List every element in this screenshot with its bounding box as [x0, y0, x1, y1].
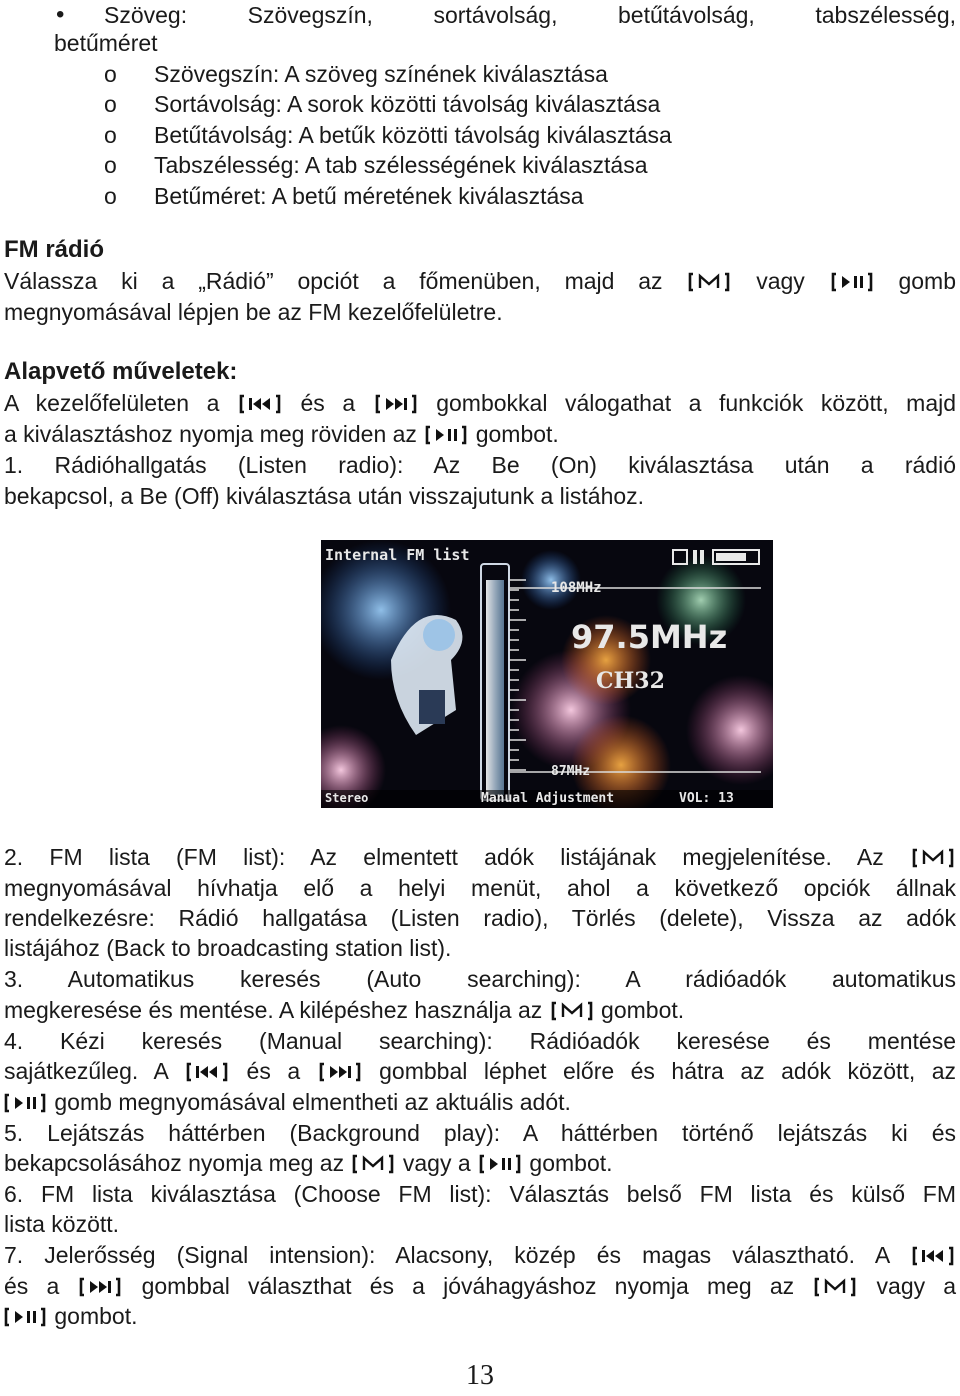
paragraph-text: gombot. [529, 1150, 613, 1176]
paragraph-text: gombokkal válogathat a funkciók között, majd [436, 390, 957, 416]
section-heading-fm-radio: FM rádió [4, 236, 104, 263]
item-4-line-2 [4, 1056, 956, 1086]
paragraph-text: gombot. [475, 421, 559, 447]
play-pause-button-icon [831, 272, 873, 292]
paragraph-text: 2. FM lista (FM list): Az elmentett adók listájának megjelenítése. Az [4, 844, 884, 870]
list-marker: o [104, 61, 117, 87]
screen-channel: CH32 [596, 668, 665, 694]
play-pause-button-icon [425, 425, 467, 445]
fm-radio-screenshot [321, 540, 773, 808]
paragraph-text: vagy [756, 268, 805, 294]
next-button-icon [375, 394, 417, 414]
ops-line [4, 388, 956, 418]
item-4-line-1: 4. Kézi keresés (Manual searching): Rádióadók keresése és mentése [4, 1028, 956, 1054]
paragraph-text: Válassza ki a „Rádió” opciót a főmenüben, majd az [4, 268, 663, 294]
screen-stereo-label: Stereo [325, 791, 369, 805]
m-button-icon [814, 1277, 856, 1297]
m-button-icon [688, 272, 730, 292]
previous-button-icon [912, 1246, 954, 1266]
previous-button-icon [239, 394, 281, 414]
item-7-line-3 [4, 1301, 956, 1331]
screen-frequency: 97.5MHz [571, 618, 728, 656]
screenshot-background [321, 540, 773, 808]
bullet-heading-continuation [54, 28, 956, 58]
next-button-icon [79, 1277, 121, 1297]
item-2-line-1 [4, 842, 956, 872]
list-marker: o [104, 91, 117, 117]
paragraph-text: bekapcsolásához nyomja meg az [4, 1150, 345, 1176]
bullet-heading-line [104, 0, 956, 30]
bullet-heading-text-2: betűméret [54, 30, 158, 56]
item-5-line-1: 5. Lejátszás háttérben (Background play): A háttérben történő lejátszás ki és [4, 1120, 956, 1146]
list-item-text: Betűtávolság: A betűk közötti távolság kiválasztása [154, 122, 672, 148]
fm-intro-line-2: megnyomásával lépjen be az FM kezelőfelületre. [4, 299, 503, 325]
list-item-text: Tabszélesség: A tab szélességének kiválasztása [154, 152, 648, 178]
item-1-line-2: bekapcsol, a Be (Off) kiválasztása után visszajutunk a listához. [4, 483, 645, 509]
ops-line-2 [4, 419, 956, 449]
list-marker: o [104, 152, 117, 178]
list-item-text: Betűméret: A betű méretének kiválasztása [154, 183, 584, 209]
m-button-icon [912, 848, 954, 868]
play-pause-button-icon [479, 1154, 521, 1174]
previous-button-icon [186, 1062, 228, 1082]
item-4-line-3 [4, 1087, 956, 1117]
fm-intro-line [4, 266, 956, 296]
paragraph-text: gombot. [601, 997, 685, 1023]
play-pause-button-icon [4, 1093, 46, 1113]
page-number: 13 [466, 1360, 494, 1391]
paragraph-text: és a [4, 1273, 60, 1299]
m-button-icon [352, 1154, 394, 1174]
paragraph-text: 7. Jelerősség (Signal intension): Alacsony, közép és magas választható. A [4, 1242, 889, 1268]
paragraph-text: A kezelőfelületen a [4, 390, 220, 416]
section-heading-basic-operations: Alapvető műveletek: [4, 358, 238, 385]
screen-top-label: Internal FM list [325, 546, 470, 564]
paragraph-text: sajátkezűleg. A [4, 1058, 168, 1084]
item-1-line-1: 1. Rádióhallgatás (Listen radio): Az Be (On) kiválasztása után a rádió [4, 452, 956, 478]
screen-min-frequency: 87MHz [551, 764, 591, 779]
item-6-line-1: 6. FM lista kiválasztása (Choose FM list): Választás belső FM lista és külső FM [4, 1181, 956, 1207]
paragraph-text: és a [246, 1058, 301, 1084]
next-button-icon [319, 1062, 361, 1082]
screen-volume-label: VOL: 13 [679, 791, 734, 806]
item-2-line-4: listájához (Back to broadcasting station list). [4, 935, 452, 961]
item-3-line-1: 3. Automatikus keresés (Auto searching): A rádióadók automatikus [4, 966, 956, 992]
list-item-text: Szövegszín: A szöveg színének kiválasztása [154, 61, 608, 87]
paragraph-text: gombbal választhat és a jóváhagyáshoz nyomja meg az [141, 1273, 795, 1299]
paragraph-text: gomb [898, 268, 956, 294]
item-2-line-3: rendelkezésre: Rádió hallgatása (Listen radio), Törlés (delete), Vissza az adók [4, 905, 956, 931]
item-5-line-2 [4, 1148, 956, 1178]
item-7-line-2 [4, 1271, 956, 1301]
m-button-icon [551, 1001, 593, 1021]
bullet-heading-text: Szöveg: Szövegszín, sortávolság, betűtávolság, tabszélesség, [104, 2, 956, 28]
paragraph-text: megkeresése és mentése. A kilépéshez használja az [4, 997, 543, 1023]
paragraph-text: a kiválasztáshoz nyomja meg röviden az [4, 421, 417, 447]
screen-mode-label: Manual Adjustment [481, 791, 615, 806]
paragraph-text: vagy a [402, 1150, 471, 1176]
paragraph-text: vagy a [876, 1273, 957, 1299]
list-marker: o [104, 183, 117, 209]
item-3-line-2 [4, 995, 956, 1025]
paragraph-text: gombbal léphet előre és hátra az adók között, az [379, 1058, 957, 1084]
list-marker: o [104, 122, 117, 148]
paragraph-text: és a [300, 390, 356, 416]
list-item-text: Sortávolság: A sorok közötti távolság kiválasztása [154, 91, 661, 117]
screen-max-frequency: 108MHz [551, 580, 602, 596]
bullet-symbol: • [56, 1, 65, 28]
item-7-line-1 [4, 1240, 956, 1270]
item-6-line-2: lista között. [4, 1211, 120, 1237]
paragraph-text: gomb megnyomásával elmentheti az aktuális adót. [54, 1089, 571, 1115]
paragraph-text: gombot. [54, 1303, 138, 1329]
play-pause-button-icon [4, 1307, 46, 1327]
item-2-line-2: megnyomásával hívhatja elő a helyi menüt, ahol a következő opciók állnak [4, 875, 956, 901]
